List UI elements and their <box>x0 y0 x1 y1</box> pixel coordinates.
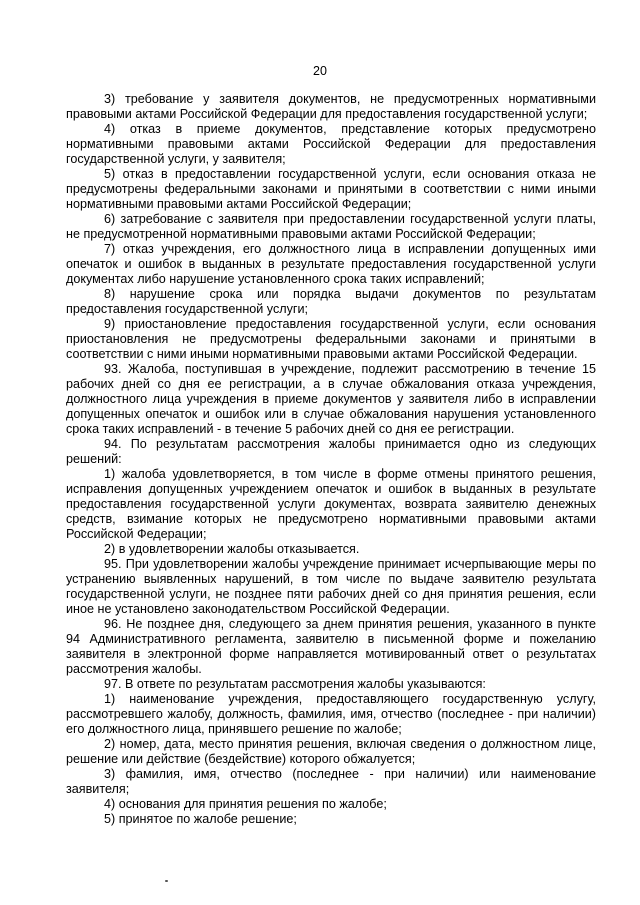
paragraph: 5) отказ в предоставлении государственной услуги, если основания отказа не предусмотрены федеральными законами и принятыми в соответствии с ними иными нормативными правовыми актами Российской Федерации; <box>66 167 596 211</box>
paragraph: 96. Не позднее дня, следующего за днем принятия решения, указанного в пункте 94 Административного регламента, заявителю в письменной форме и пожеланию заявителя в электронной форме направляется мотивированный ответ о результатах рассмотрения жалобы. <box>66 617 596 676</box>
paragraph: 1) жалоба удовлетворяется, в том числе в форме отмены принятого решения, исправления допущенных учреждением опечаток и ошибок в выданных в результате предоставления государственной услуги документах, возврата заявителю денежных средств, взимание которых не предусмотрено нормативными правовыми актами Российской Федерации; <box>66 467 596 541</box>
paragraph: 6) затребование с заявителя при предоставлении государственной услуги платы, не предусмотренной нормативными правовыми актами Российской Федерации; <box>66 212 596 241</box>
paragraph: 5) принятое по жалобе решение; <box>104 812 297 826</box>
paragraph: 4) отказ в приеме документов, представление которых предусмотрено нормативными правовыми актами Российской Федерации для предоставления государственной услуги, у заявителя; <box>66 122 596 166</box>
paragraph: 7) отказ учреждения, его должностного лица в исправлении допущенных ими опечаток и ошибок в выданных в результате предоставления государственной услуги документах либо нарушение установленного срока таких исправлений; <box>66 242 596 286</box>
paragraph: 3) фамилия, имя, отчество (последнее - при наличии) или наименование заявителя; <box>66 767 596 796</box>
paragraph: 95. При удовлетворении жалобы учреждение принимает исчерпывающие меры по устранению выявленных нарушений, в том числе по выдаче заявителю результата государственной услуги, не позднее пяти рабочих дней со дня принятия решения, если иное не установлено законодательством Российской Федерации. <box>66 557 596 616</box>
paragraph: 9) приостановление предоставления государственной услуги, если основания приостановления не предусмотрены федеральными законами и принятыми в соответствии с ними иными нормативными правовыми актами Российской Федерации. <box>66 317 596 361</box>
document-body <box>66 92 596 827</box>
paragraph: 2) в удовлетворении жалобы отказывается. <box>104 542 360 556</box>
page-number: 20 <box>313 64 327 78</box>
paragraph: 93. Жалоба, поступившая в учреждение, подлежит рассмотрению в течение 15 рабочих дней со дня ее регистрации, а в случае обжалования отказа учреждения, должностного лица учреждения в приеме документов у заявителя либо в исправлении допущенных опечаток и ошибок или в случае обжалования нарушения установленного срока таких исправлений - в течение 5 рабочих дней со дня ее регистрации. <box>66 362 596 436</box>
paragraph: 2) номер, дата, место принятия решения, включая сведения о должностном лице, решение или действие (бездействие) которого обжалуется; <box>66 737 596 766</box>
paragraph: 8) нарушение срока или порядка выдачи документов по результатам предоставления государственной услуги; <box>66 287 596 316</box>
scan-speck <box>165 880 168 882</box>
paragraph: 4) основания для принятия решения по жалобе; <box>104 797 387 811</box>
paragraph: 1) наименование учреждения, предоставляющего государственную услугу, рассмотревшего жалобу, должность, фамилия, имя, отчество (последнее - при наличии) его должностного лица, принявшего решение по жалобе; <box>66 692 596 736</box>
paragraph: 94. По результатам рассмотрения жалобы принимается одно из следующих решений: <box>66 437 596 466</box>
paragraph: 3) требование у заявителя документов, не предусмотренных нормативными правовыми актами Российской Федерации для предоставления государственной услуги; <box>66 92 596 121</box>
paragraph: 97. В ответе по результатам рассмотрения жалобы указываются: <box>104 677 486 691</box>
